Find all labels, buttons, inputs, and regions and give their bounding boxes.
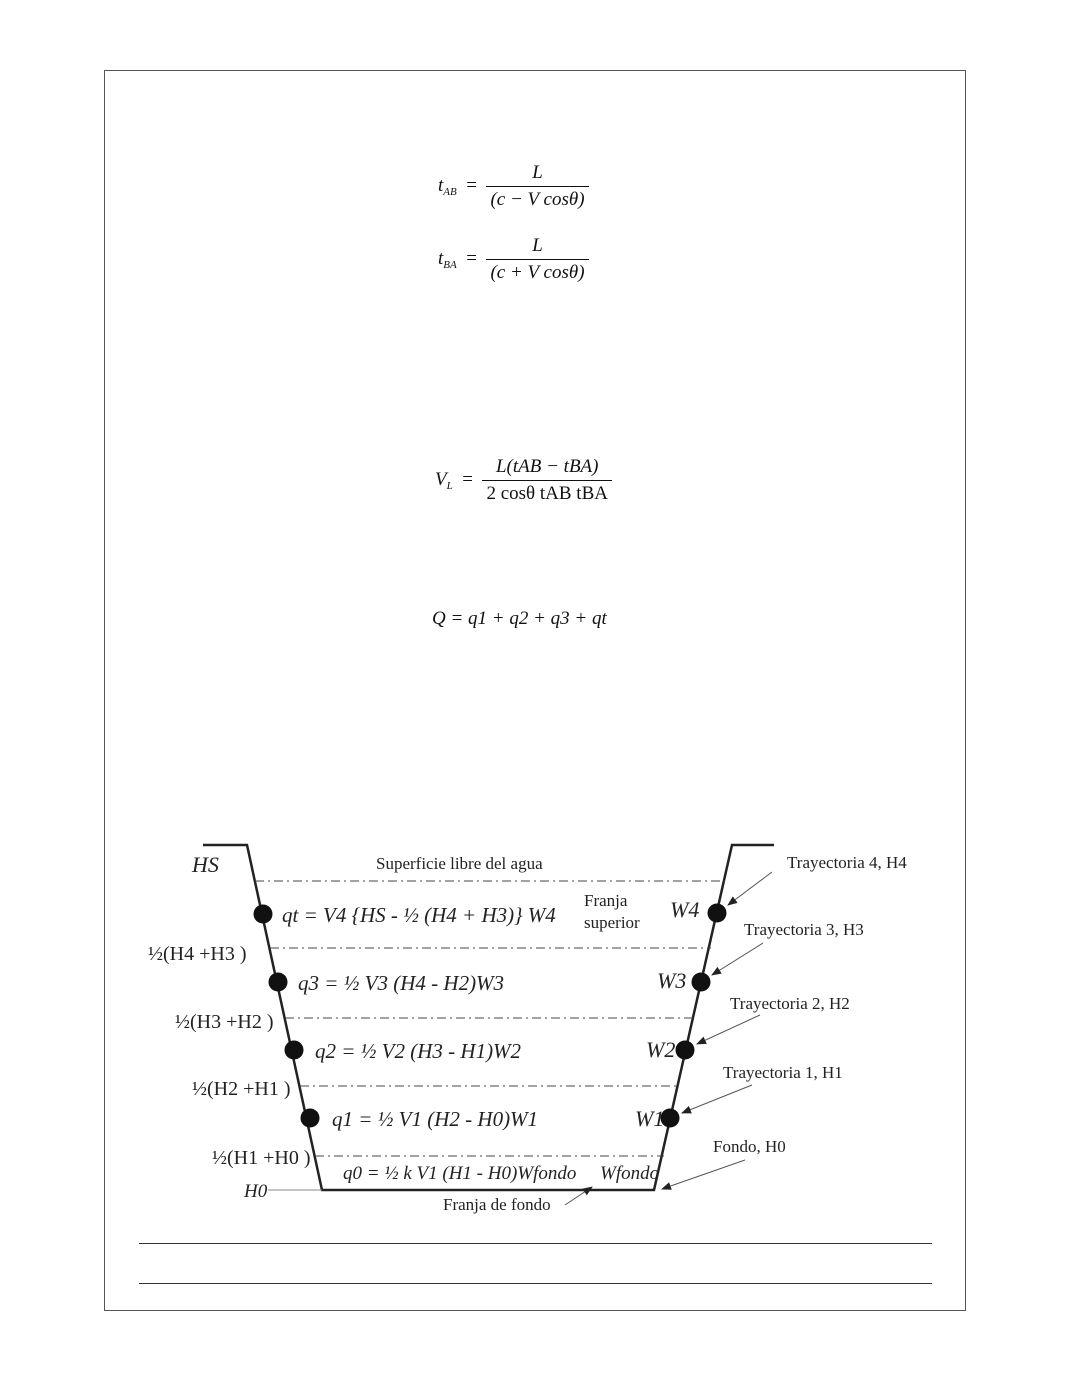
- path-label-2: Trayectoria 2, H2: [730, 994, 850, 1013]
- transducer-right-2: [676, 1041, 695, 1060]
- path-label-fondo: Fondo, H0: [713, 1137, 786, 1156]
- arrow-path-1: [682, 1085, 752, 1113]
- width-w4: W4: [670, 897, 700, 922]
- path-label-4: Trayectoria 4, H4: [787, 853, 907, 872]
- equation-tab: $t_{AB}$ = $\frac{L}{\text{(c − V cosθ)}}$: [438, 162, 589, 211]
- transducers: [254, 904, 727, 1128]
- equation-tba: $t_{BA}$ = $\frac{L}{\text{(c + V cosθ)}}$: [438, 235, 589, 284]
- top-strip-label-1: Franja: [584, 891, 628, 910]
- equation-tba-denominator: (c + V cosθ): [490, 262, 585, 283]
- formula-q2: q2 = ½ V2 (H3 - H1)W2: [315, 1039, 522, 1063]
- transducer-left-2: [285, 1041, 304, 1060]
- formula-q3: q3 = ½ V3 (H4 - H2)W3: [298, 971, 505, 995]
- left-label-10: ½(H1 +H0 ): [212, 1147, 311, 1169]
- arrow-path-2: [697, 1015, 760, 1044]
- transducer-right-3: [692, 973, 711, 992]
- hs-label: HS: [192, 852, 219, 877]
- formula-q1: q1 = ½ V1 (H2 - H0)W1: [332, 1107, 539, 1131]
- transducer-left-3: [269, 973, 288, 992]
- arrow-path-4: [728, 872, 772, 905]
- left-label-21: ½(H2 +H1 ): [192, 1078, 291, 1100]
- width-w3: W3: [657, 968, 687, 993]
- formula-qt: qt = V4 {HS - ½ (H4 + H3)} W4: [282, 903, 556, 927]
- transducer-right-4: [708, 904, 727, 923]
- equation-vl: $V_L$ = $\frac{\text{L(tAB − tBA)}}{\text{2 cosθ tAB tBA}}$: [435, 456, 612, 505]
- arrow-path-3: [712, 943, 763, 975]
- arrow-fondo: [662, 1160, 745, 1189]
- transducer-left-1: [301, 1109, 320, 1128]
- left-label-32: ½(H3 +H2 ): [175, 1011, 274, 1033]
- h0-label: H0: [244, 1181, 268, 1202]
- width-w1: W1: [635, 1106, 665, 1131]
- bottom-rule-2: [139, 1283, 932, 1284]
- top-strip-label-2: superior: [584, 913, 640, 932]
- equation-vl-denominator: 2 cosθ tAB tBA: [486, 483, 608, 504]
- equation-tab-numerator: L: [486, 162, 588, 187]
- path-label-1: Trayectoria 1, H1: [723, 1063, 843, 1082]
- equation-vl-numerator: L(tAB − tBA): [482, 456, 612, 481]
- surface-label: Superficie libre del agua: [376, 854, 543, 873]
- transducer-left-4: [254, 905, 273, 924]
- formula-q0: q0 = ½ k V1 (H1 - H0)Wfondo: [343, 1163, 577, 1184]
- bottom-rule-1: [139, 1243, 932, 1244]
- equation-tba-numerator: L: [486, 235, 588, 260]
- left-label-43: ½(H4 +H3 ): [148, 943, 247, 965]
- equation-tab-denominator: (c − V cosθ): [490, 189, 585, 210]
- equation-q: Q = q1 + q2 + q3 + qt: [432, 608, 607, 629]
- width-wfondo: Wfondo: [600, 1163, 660, 1184]
- bottom-strip-label: Franja de fondo: [443, 1195, 551, 1214]
- path-label-3: Trayectoria 3, H3: [744, 920, 864, 939]
- width-w2: W2: [646, 1037, 676, 1062]
